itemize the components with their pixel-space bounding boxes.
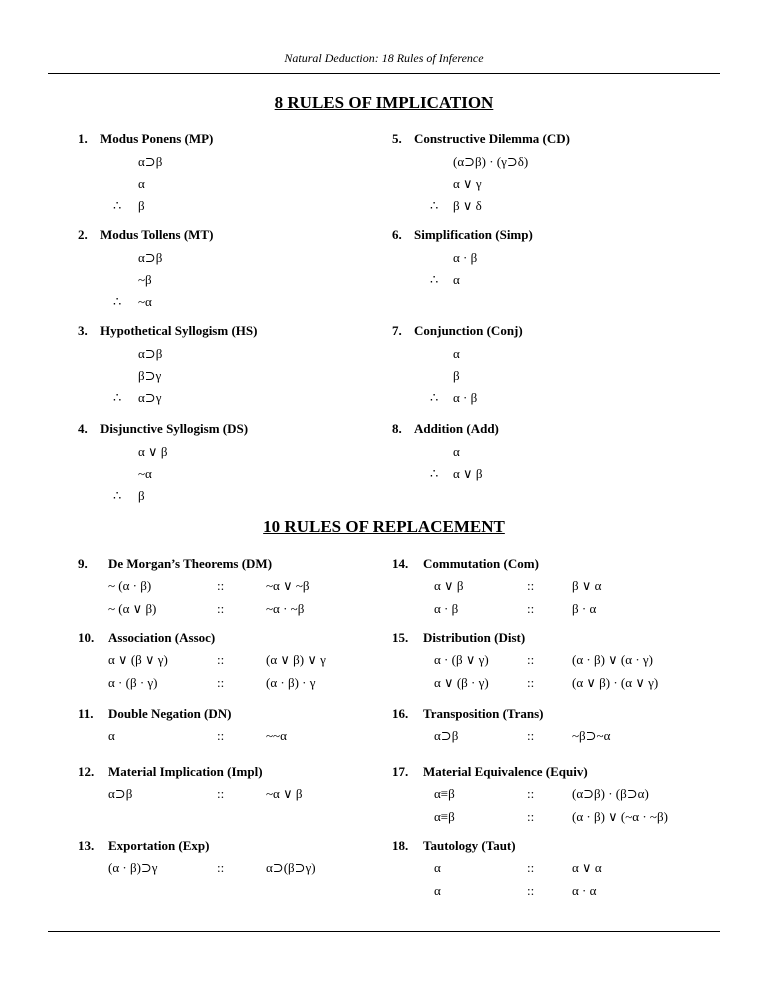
rule-number: 5. [392, 131, 402, 146]
premise-line: α⊃β [138, 250, 163, 265]
equivalence-symbol: :: [217, 578, 225, 593]
conclusion-line: β ∨ δ [453, 198, 482, 213]
rule-name: Double Negation (DN) [108, 706, 232, 721]
rule-name: Modus Tollens (MT) [100, 227, 214, 242]
rule-name: Simplification (Simp) [414, 227, 533, 242]
equivalence-left: α [434, 860, 441, 875]
therefore-symbol: ∴ [430, 272, 439, 287]
equivalence-left: α [108, 728, 115, 743]
premise-line: α⊃β [138, 346, 163, 361]
rule-number: 11. [78, 706, 94, 721]
rule-number: 3. [78, 323, 88, 338]
equivalence-right: α ∨ α [572, 860, 602, 875]
header-divider [48, 73, 720, 74]
equivalence-right: α⊃(β⊃γ) [266, 860, 316, 875]
equivalence-left: ~ (α ∨ β) [108, 601, 157, 616]
equivalence-symbol: :: [217, 860, 225, 875]
premise-line: α [138, 176, 145, 191]
equivalence-right: ~α · ~β [266, 601, 305, 616]
equivalence-symbol: :: [217, 675, 225, 690]
rule-number: 10. [78, 630, 95, 645]
rule-number: 15. [392, 630, 409, 645]
equivalence-left: α [434, 883, 441, 898]
therefore-symbol: ∴ [113, 488, 122, 503]
therefore-symbol: ∴ [430, 390, 439, 405]
conclusion-line: ~α [138, 294, 152, 309]
equivalence-right: ~β⊃~α [572, 728, 611, 743]
equivalence-left: α≡β [434, 786, 455, 801]
premise-line: α · β [453, 250, 478, 265]
rule-number: 16. [392, 706, 409, 721]
equivalence-symbol: :: [527, 601, 535, 616]
conclusion-line: α⊃γ [138, 390, 162, 405]
rule-name: Hypothetical Syllogism (HS) [100, 323, 258, 338]
rule-number: 18. [392, 838, 409, 853]
rule-number: 6. [392, 227, 402, 242]
equivalence-symbol: :: [527, 809, 535, 824]
rule-name: Conjunction (Conj) [414, 323, 523, 338]
equivalence-symbol: :: [217, 601, 225, 616]
rule-number: 12. [78, 764, 95, 779]
rule-name: Disjunctive Syllogism (DS) [100, 421, 249, 436]
premise-line: ~α [138, 466, 152, 481]
rule-number: 1. [78, 131, 88, 146]
equivalence-right: β · α [572, 601, 597, 616]
rule-name: Tautology (Taut) [423, 838, 516, 853]
equivalence-right: (α ∨ β) · (α ∨ γ) [572, 675, 659, 690]
premise-line: (α⊃β) · (γ⊃δ) [453, 154, 529, 169]
premise-line: α [453, 346, 460, 361]
equivalence-right: ~~α [266, 728, 287, 743]
rule-number: 9. [78, 556, 88, 571]
equivalence-right: (α ∨ β) ∨ γ [266, 652, 326, 667]
rule-number: 13. [78, 838, 95, 853]
equivalence-left: α · (β ∨ γ) [434, 652, 489, 667]
premise-line: α ∨ β [138, 444, 168, 459]
rule-number: 2. [78, 227, 88, 242]
conclusion-line: β [138, 488, 145, 503]
rule-number: 17. [392, 764, 409, 779]
equivalence-left: α · β [434, 601, 459, 616]
equivalence-symbol: :: [527, 883, 535, 898]
premise-line: β⊃γ [138, 368, 162, 383]
equivalence-left: α · (β · γ) [108, 675, 158, 690]
replacement-section-title: 10 RULES OF REPLACEMENT [263, 517, 505, 536]
equivalence-left: α ∨ (β · γ) [434, 675, 489, 690]
rule-name: Material Implication (Impl) [108, 764, 263, 779]
equivalence-symbol: :: [527, 652, 535, 667]
equivalence-symbol: :: [217, 652, 225, 667]
equivalence-right: (α · β) · γ [266, 675, 316, 690]
rule-name: Modus Ponens (MP) [100, 131, 214, 146]
rule-name: Commutation (Com) [423, 556, 539, 571]
equivalence-left: ~ (α · β) [108, 578, 152, 593]
conclusion-line: α [453, 272, 460, 287]
rule-name: Constructive Dilemma (CD) [414, 131, 570, 146]
equivalence-symbol: :: [527, 860, 535, 875]
equivalence-left: (α · β)⊃γ [108, 860, 158, 875]
premise-line: ~β [138, 272, 152, 287]
premise-line: α⊃β [138, 154, 163, 169]
equivalence-symbol: :: [217, 728, 225, 743]
rule-name: De Morgan’s Theorems (DM) [108, 556, 273, 571]
premise-line: α [453, 444, 460, 459]
therefore-symbol: ∴ [430, 466, 439, 481]
rule-number: 8. [392, 421, 402, 436]
equivalence-symbol: :: [527, 786, 535, 801]
equivalence-right: β ∨ α [572, 578, 602, 593]
footer-divider [48, 931, 720, 932]
rule-name: Exportation (Exp) [108, 838, 210, 853]
rule-number: 7. [392, 323, 402, 338]
equivalence-right: α · α [572, 883, 597, 898]
conclusion-line: α · β [453, 390, 478, 405]
page-header: Natural Deduction: 18 Rules of Inference [284, 51, 484, 65]
equivalence-symbol: :: [527, 728, 535, 743]
conclusion-line: β [138, 198, 145, 213]
rule-name: Transposition (Trans) [423, 706, 544, 721]
conclusion-line: α ∨ β [453, 466, 483, 481]
equivalence-right: (α · β) ∨ (α · γ) [572, 652, 653, 667]
equivalence-right: (α · β) ∨ (~α · ~β) [572, 809, 668, 824]
equivalence-symbol: :: [527, 578, 535, 593]
premise-line: α ∨ γ [453, 176, 482, 191]
implication-section-title: 8 RULES OF IMPLICATION [274, 93, 494, 112]
therefore-symbol: ∴ [113, 390, 122, 405]
rule-number: 4. [78, 421, 88, 436]
equivalence-symbol: :: [527, 675, 535, 690]
rule-number: 14. [392, 556, 409, 571]
equivalence-left: α⊃β [434, 728, 459, 743]
equivalence-symbol: :: [217, 786, 225, 801]
rule-name: Association (Assoc) [108, 630, 216, 645]
equivalence-left: α≡β [434, 809, 455, 824]
rule-name: Material Equivalence (Equiv) [423, 764, 588, 779]
equivalence-left: α⊃β [108, 786, 133, 801]
equivalence-right: (α⊃β) · (β⊃α) [572, 786, 649, 801]
premise-line: β [453, 368, 460, 383]
equivalence-right: ~α ∨ ~β [266, 578, 310, 593]
therefore-symbol: ∴ [113, 294, 122, 309]
equivalence-left: α ∨ β [434, 578, 464, 593]
therefore-symbol: ∴ [430, 198, 439, 213]
rule-name: Addition (Add) [414, 421, 499, 436]
therefore-symbol: ∴ [113, 198, 122, 213]
equivalence-left: α ∨ (β ∨ γ) [108, 652, 168, 667]
equivalence-right: ~α ∨ β [266, 786, 303, 801]
rule-name: Distribution (Dist) [423, 630, 526, 645]
